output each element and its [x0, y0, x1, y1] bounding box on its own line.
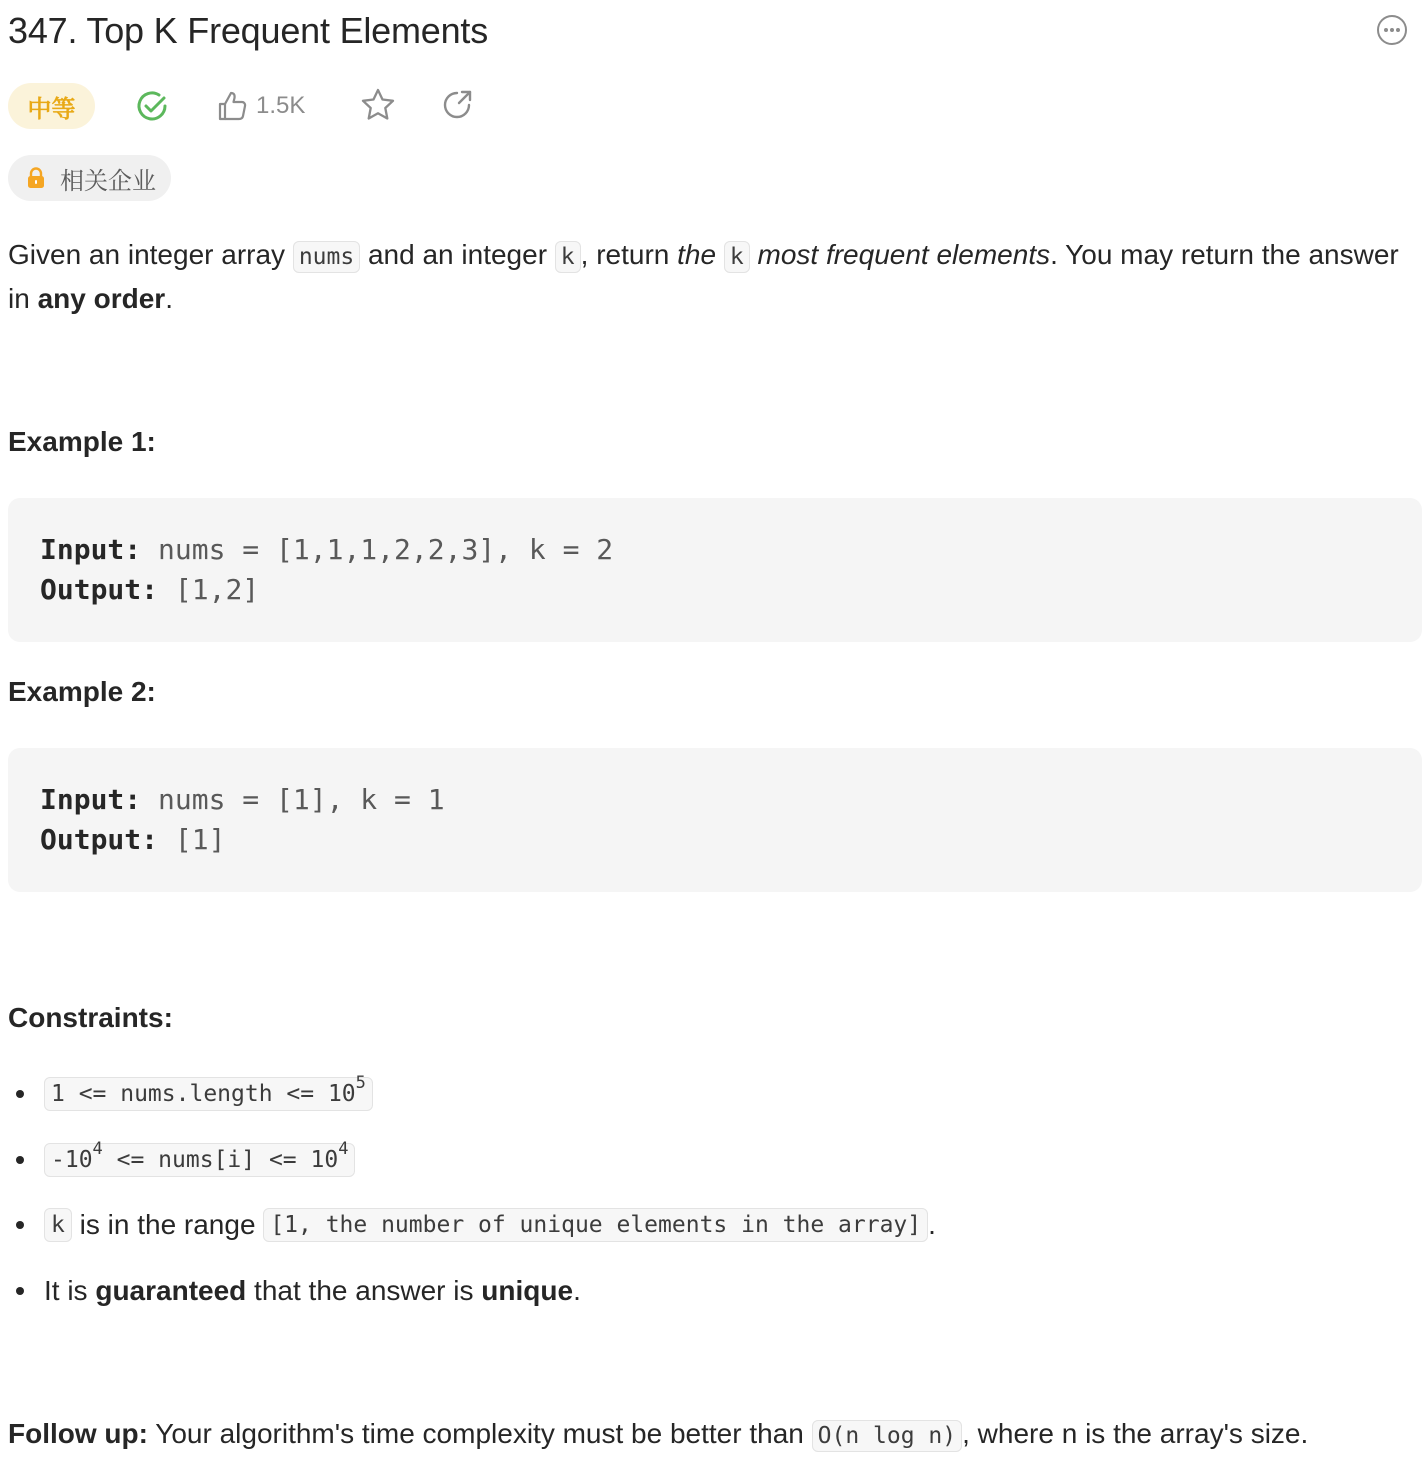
- bullet: [16, 1287, 24, 1295]
- example-input-line: [40, 530, 1422, 570]
- example-heading: Example 1:: [8, 426, 156, 457]
- title-row: [8, 8, 1408, 54]
- problem-title: 347. Top K Frequent Elements: [8, 10, 489, 51]
- text-bold: guaranteed: [95, 1275, 247, 1306]
- example-input-line: [40, 780, 1422, 820]
- output-value: [1,2]: [174, 573, 260, 606]
- like-button[interactable]: [216, 87, 305, 125]
- constraint-item: [8, 1137, 355, 1183]
- bullet: [16, 1221, 24, 1229]
- more-horizontal-icon[interactable]: [1376, 14, 1408, 46]
- superscript: 4: [338, 1139, 349, 1160]
- inline-code: [44, 1139, 355, 1177]
- desc-bold: any order: [37, 283, 166, 314]
- check-circle-icon: [135, 89, 169, 123]
- constraint-item: [8, 1268, 581, 1314]
- output-label: Output:: [40, 823, 159, 856]
- constraint-item: [8, 1202, 936, 1248]
- constraint-text: is in the range: [71, 1209, 264, 1240]
- follow-up-label: Follow up:: [8, 1418, 148, 1449]
- desc-emphasis: most frequent elements: [757, 239, 1051, 270]
- superscript: 4: [92, 1139, 103, 1160]
- difficulty-badge[interactable]: 中等: [8, 83, 95, 129]
- input-label: Input:: [40, 533, 142, 566]
- input-value: nums = [1], k = 1: [158, 783, 445, 816]
- bullet: [16, 1156, 24, 1164]
- desc-text: , return: [580, 239, 678, 270]
- superscript: 5: [355, 1073, 366, 1094]
- related-companies-label: 相关企业: [60, 166, 156, 195]
- desc-text: and an integer: [360, 239, 555, 270]
- example-code-block: [8, 498, 1422, 642]
- example-code-block: [8, 748, 1422, 892]
- follow-up-text: , where n is the array's size.: [962, 1418, 1309, 1449]
- text-bold: unique: [481, 1275, 574, 1306]
- example-heading: Example 2:: [8, 676, 156, 707]
- text-part: that the answer is: [246, 1275, 482, 1306]
- inline-code: [44, 1073, 373, 1111]
- code-text: 1 <= nums.length <= 10: [51, 1081, 356, 1107]
- code-text: -10: [51, 1147, 93, 1173]
- thumbs-up-icon: [216, 90, 248, 122]
- bullet: [16, 1090, 24, 1098]
- inline-code: k: [44, 1208, 72, 1242]
- text-part: .: [573, 1275, 581, 1306]
- input-label: Input:: [40, 783, 142, 816]
- constraint-text: .: [928, 1209, 936, 1240]
- like-count: 1.5K: [256, 92, 306, 119]
- inline-code: k: [555, 241, 581, 273]
- inline-code: O(n log n): [812, 1420, 962, 1452]
- inline-code: nums: [293, 241, 360, 273]
- constraint-text: [44, 1275, 581, 1307]
- code-text: <= nums[i] <= 10: [102, 1147, 339, 1173]
- follow-up: [8, 1418, 1308, 1450]
- star-icon[interactable]: [360, 87, 396, 123]
- output-value: [1]: [174, 823, 226, 856]
- input-value: nums = [1,1,1,2,2,3], k = 2: [158, 533, 614, 566]
- desc-emphasis: the: [677, 239, 717, 270]
- problem-description: [8, 234, 1408, 320]
- inline-code: k: [724, 241, 750, 273]
- desc-text: .: [165, 283, 173, 314]
- example-output-line: [40, 570, 1422, 610]
- desc-text: Given an integer array: [8, 239, 293, 270]
- inline-code: [1, the number of unique elements in the array]: [263, 1208, 928, 1242]
- constraint-item: [8, 1071, 373, 1117]
- output-label: Output:: [40, 573, 159, 606]
- follow-up-text: Your algorithm's time complexity must be better than: [147, 1418, 812, 1449]
- text-part: It is: [44, 1275, 96, 1306]
- lock-icon: [26, 167, 46, 189]
- related-companies-tag[interactable]: [8, 155, 171, 201]
- constraints-heading: Constraints:: [8, 1002, 173, 1033]
- example-output-line: [40, 820, 1422, 860]
- share-icon[interactable]: [439, 87, 475, 123]
- meta-row: [8, 83, 488, 129]
- desc-text: . You may return the answer in: [8, 239, 1399, 314]
